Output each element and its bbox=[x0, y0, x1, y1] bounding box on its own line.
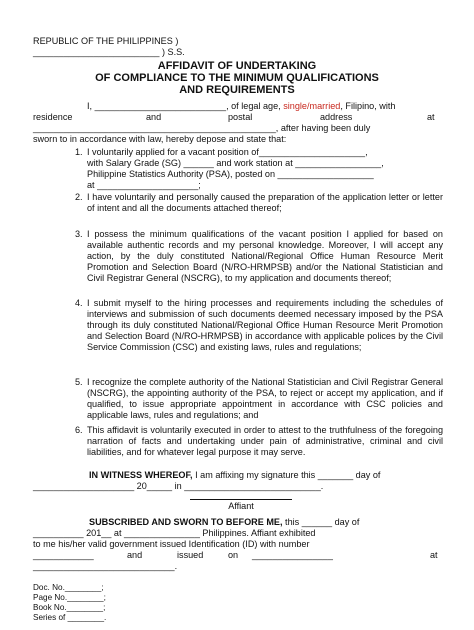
item-number: 3. bbox=[75, 229, 83, 239]
title-line-2: OF COMPLIANCE TO THE MINIMUM QUALIFICATIONS bbox=[95, 72, 379, 84]
intro-text-end: , Filipino, with bbox=[340, 101, 396, 111]
at-word: at bbox=[427, 112, 435, 122]
item-number: 1. bbox=[75, 147, 83, 157]
jurat-text: this ______ day of bbox=[282, 517, 360, 527]
and-word: and bbox=[146, 112, 162, 122]
intro-line-1 bbox=[87, 101, 395, 112]
postal-word: postal bbox=[228, 112, 253, 122]
title-line-3: AND REQUIREMENTS bbox=[179, 84, 295, 96]
item-1-line: at ____________________; bbox=[87, 180, 201, 190]
item-1-line: with Salary Grade (SG) ______ and work station at _________________, bbox=[87, 158, 384, 168]
item-number: 2. bbox=[75, 192, 83, 202]
jurat-line-1 bbox=[89, 517, 359, 528]
witness-line-1 bbox=[89, 470, 380, 481]
witness-text: I am affixing my signature this _______ day of bbox=[192, 470, 381, 480]
witness-line-2: ____________________ 20_____ in ___________________________. bbox=[33, 481, 324, 491]
intro-line-3: ________________________________________________, after having been duly bbox=[33, 123, 371, 133]
item-1-line: I voluntarily applied for a vacant position of_____________________, bbox=[87, 147, 368, 157]
item-number: 6. bbox=[75, 425, 83, 435]
book-no: Book No.________; bbox=[33, 603, 106, 612]
jurat-on: on bbox=[228, 550, 239, 560]
item-1-line: Philippine Statistics Authority (PSA), posted on ___________________ bbox=[87, 169, 374, 179]
item-5-text: I recognize the complete authority of the National Statistician and Civil Registrar General (NSCRG), the appointing authority of the PSA, to reject or accept my application, and if qualified, to issue appropriate appointment in accordance with CSC policies and applicable laws, rules and regulations; and bbox=[87, 377, 443, 421]
item-2-text: I have voluntarily and personally caused the preparation of the application letter or letter of intent and all the documents attached thereof; bbox=[87, 192, 443, 214]
item-3-text: I possess the minimum qualifications of the vacant position I applied for based on available authentic records and my personal knowledge. Moreover, I will accept any action, by the duly constituted National/Regional Office Human Resource Merit Promotion and Selection Board (N/RO-HRMPSB) and/or the National Statistician and Civil Registrar General (NSCRG), to my application and documents thereof; bbox=[87, 229, 443, 284]
jurat-id-blank: ____________ bbox=[33, 550, 94, 560]
page-no: Page No.________; bbox=[33, 593, 106, 602]
jurat-heading: SUBSCRIBED AND SWORN TO BEFORE ME, bbox=[89, 517, 283, 527]
witness-heading: IN WITNESS WHEREOF, bbox=[89, 470, 193, 480]
jurat-and: and bbox=[127, 550, 143, 560]
jurat-line-5: ____________________________. bbox=[33, 561, 178, 571]
doc-no: Doc. No.________; bbox=[33, 583, 104, 592]
address-word: address bbox=[320, 112, 353, 122]
jurat-issued: issued bbox=[177, 550, 204, 560]
jurat-date-blank: ________________ bbox=[252, 550, 333, 560]
jurat-line-3: to me his/her valid government issued Identification (ID) with number bbox=[33, 539, 310, 549]
series-of: Series of ________. bbox=[33, 613, 107, 622]
civil-status-placeholder: single/married bbox=[283, 101, 341, 111]
affiant-label: Affiant bbox=[228, 501, 254, 511]
intro-line-4: sworn to in accordance with law, hereby depose and state that: bbox=[33, 134, 287, 144]
item-4-text: I submit myself to the hiring processes and requirements including the schedules of interviews and submission of such documents deemed necessary imposed by the PSA through its duly constituted National/Regional Office Human Resource Merit Promotion and Selection Board (N/RO-HRMPSB) in accordance with applicable polices by the Civil Service Commission (CSC) and existing laws, rules and regulations; bbox=[87, 298, 443, 353]
item-6-text: This affidavit is voluntarily executed in order to attest to the truthfulness of the foregoing narration of facts and undertaking under pain of administrative, criminal and civil liabilities, and for whatever legal purpose it may serve. bbox=[87, 425, 443, 458]
jurat-line-2: __________ 201__ at _______________ Philippines. Affiant exhibited bbox=[33, 528, 316, 538]
item-number: 4. bbox=[75, 298, 83, 308]
affiant-signature-line bbox=[190, 499, 292, 500]
intro-text: I, __________________________, of legal age, bbox=[87, 101, 284, 111]
item-number: 5. bbox=[75, 377, 83, 387]
title-line-1: AFFIDAVIT OF UNDERTAKING bbox=[157, 60, 317, 72]
republic-line: REPUBLIC OF THE PHILIPPINES ) bbox=[33, 36, 179, 46]
jurat-at: at bbox=[430, 550, 438, 560]
residence-word: residence bbox=[33, 112, 73, 122]
ss-line: _________________________ ) S.S. bbox=[33, 47, 185, 57]
